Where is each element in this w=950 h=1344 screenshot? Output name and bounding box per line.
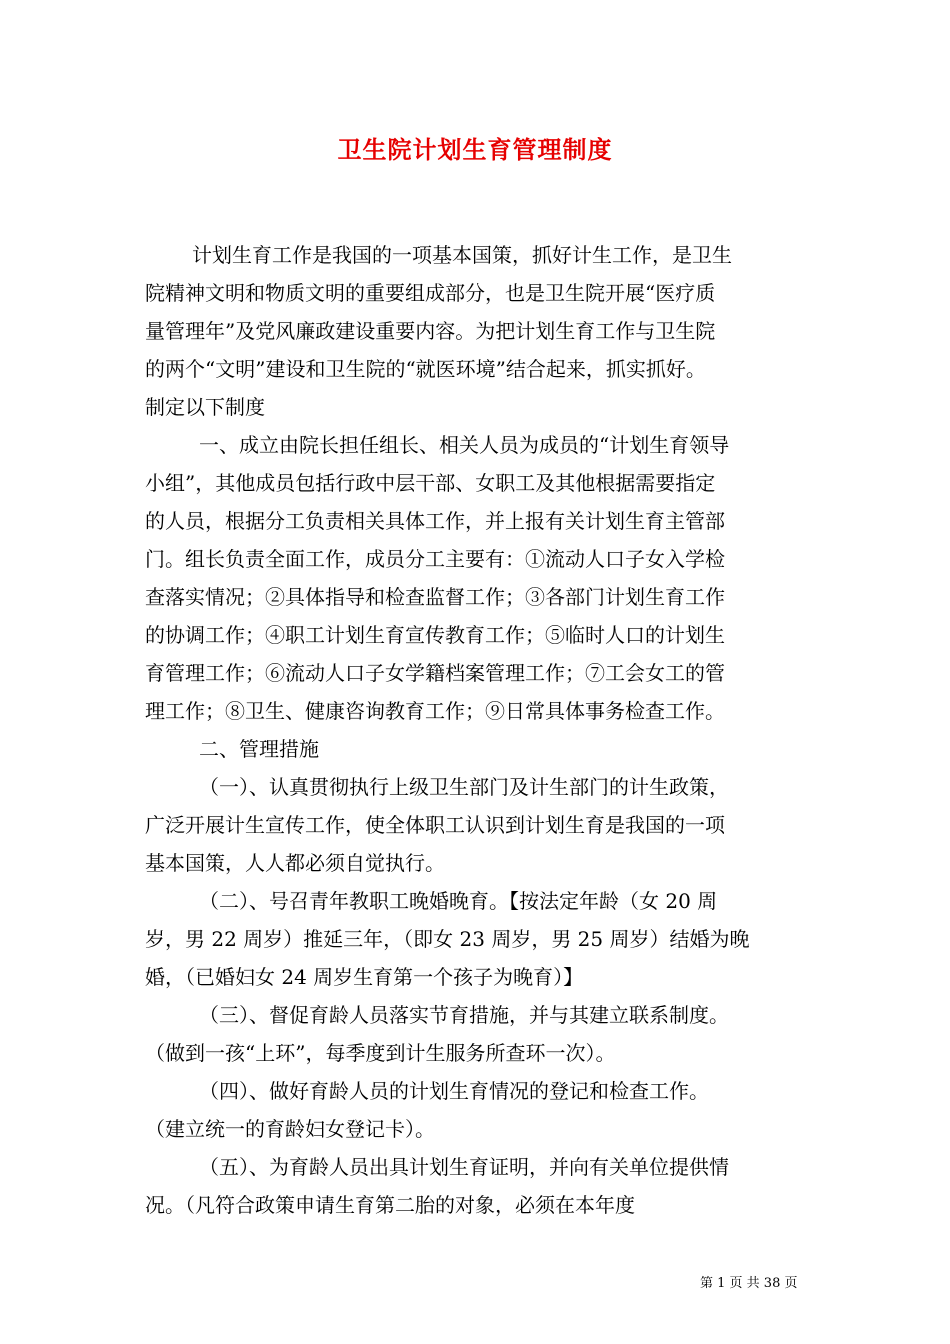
body-line: 婚，（已婚妇女 24 周岁生育第一个孩子为晚育）】 — [145, 965, 584, 989]
body-line: 基本国策，人人都必须自觉执行。 — [145, 851, 445, 875]
body-line: 的协调工作；④职工计划生育宣传教育工作；⑤临时人口的计划生 — [145, 623, 725, 647]
document-title: 卫生院计划生育管理制度 — [337, 135, 613, 164]
body-line: 广泛开展计生宣传工作，使全体职工认识到计划生育是我国的一项 — [145, 813, 725, 837]
body-line: （四）、做好育龄人员的计划生育情况的登记和检查工作。 — [199, 1079, 709, 1103]
body-line: 岁，男 22 周岁）推延三年，（即女 23 周岁，男 25 周岁）结婚为晚 — [145, 927, 750, 951]
body-line: 院精神文明和物质文明的重要组成部分，也是卫生院开展“医疗质 — [145, 281, 716, 305]
body-line: 计划生育工作是我国的一项基本国策，抓好计生工作，是卫生 — [192, 243, 732, 267]
body-line: 况。（凡符合政策申请生育第二胎的对象，必须在本年度 — [145, 1193, 635, 1217]
body-line: （三）、督促育龄人员落实节育措施，并与其建立联系制度。 — [199, 1003, 729, 1027]
body-line: （做到一孩“上环”，每季度到计生服务所查环一次）。 — [145, 1041, 616, 1065]
body-line: 一、成立由院长担任组长、相关人员为成员的“计划生育领导 — [199, 433, 730, 457]
body-line: 的两个“文明”建设和卫生院的“就医环境”结合起来，抓实抓好。 — [145, 357, 706, 381]
body-line: （建立统一的育龄妇女登记卡）。 — [145, 1117, 435, 1141]
section-heading: 二、管理措施 — [199, 737, 319, 761]
body-line: 制定以下制度 — [145, 395, 265, 419]
body-line: （一）、认真贯彻执行上级卫生部门及计生部门的计生政策， — [199, 775, 729, 799]
page-number: 第 1 页 共 38 页 — [700, 1276, 798, 1291]
body-line: （五）、为育龄人员出具计划生育证明，并向有关单位提供情 — [199, 1155, 729, 1179]
body-line: 理工作；⑧卫生、健康咨询教育工作；⑨日常具体事务检查工作。 — [145, 699, 725, 723]
body-line: 门。组长负责全面工作，成员分工主要有：①流动人口子女入学检 — [145, 547, 725, 571]
body-line: 小组”，其他成员包括行政中层干部、女职工及其他根据需要指定 — [145, 471, 716, 495]
body-line: 量管理年”及党风廉政建设重要内容。为把计划生育工作与卫生院 — [145, 319, 716, 343]
body-line: 查落实情况；②具体指导和检查监督工作；③各部门计划生育工作 — [145, 585, 725, 609]
body-line: 的人员，根据分工负责相关具体工作，并上报有关计划生育主管部 — [145, 509, 725, 533]
body-line: 育管理工作；⑥流动人口子女学籍档案管理工作；⑦工会女工的管 — [145, 661, 725, 685]
body-line: （二）、号召青年教职工晚婚晚育。【按法定年龄（女 20 周 — [199, 889, 718, 913]
